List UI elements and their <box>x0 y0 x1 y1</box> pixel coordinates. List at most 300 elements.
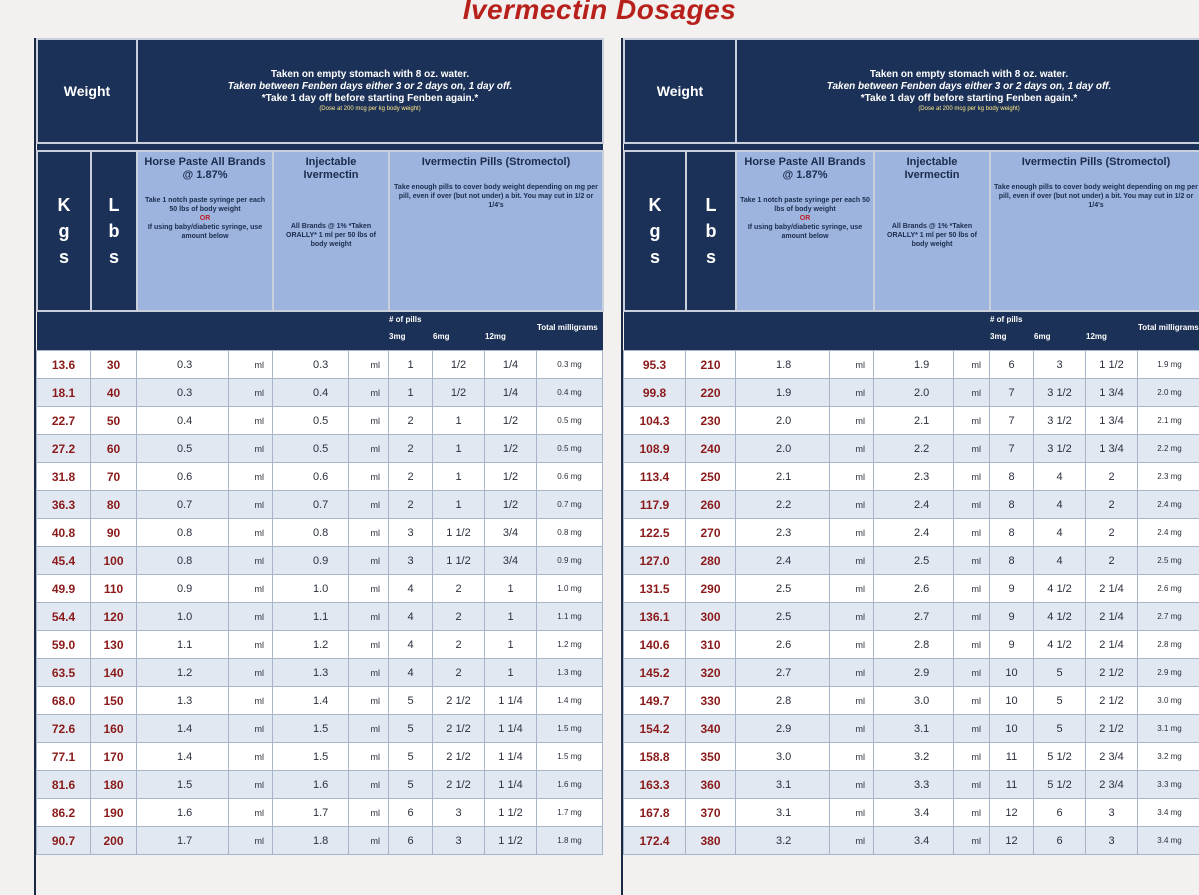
lb-cell: 170 <box>91 743 137 771</box>
pills-3mg-cell: 11 <box>990 743 1034 771</box>
pills-12mg-cell: 1 1/4 <box>485 715 537 743</box>
injectable-unit-cell: ml <box>349 519 389 547</box>
pills-6mg-cell: 5 <box>1034 659 1086 687</box>
lb-cell: 370 <box>686 799 736 827</box>
horse-paste-cell: 0.8 <box>137 519 229 547</box>
horse-paste-cell: 0.3 <box>137 351 229 379</box>
total-mg-cell: 2.6 mg <box>1138 575 1199 603</box>
pills-6mg-cell: 2 1/2 <box>433 743 485 771</box>
pills-3mg-cell: 12 <box>990 799 1034 827</box>
weight-header: Weight <box>37 39 137 143</box>
total-mg-cell: 0.6 mg <box>537 463 603 491</box>
table-row <box>624 715 1199 743</box>
injectable-unit-cell: ml <box>954 687 990 715</box>
pills-6mg-cell: 3 <box>433 799 485 827</box>
table-row <box>624 603 1199 631</box>
table-row <box>37 407 603 435</box>
pills-6mg-cell: 6 <box>1034 827 1086 855</box>
lb-cell: 350 <box>686 743 736 771</box>
total-mg-cell: 3.1 mg <box>1138 715 1199 743</box>
horse-paste-cell: 0.4 <box>137 407 229 435</box>
injectable-unit-cell: ml <box>954 799 990 827</box>
lb-cell: 280 <box>686 547 736 575</box>
pills-12mg-cell: 2 3/4 <box>1086 743 1138 771</box>
injectable-unit-cell: ml <box>954 743 990 771</box>
kg-cell: 63.5 <box>37 659 91 687</box>
lb-cell: 260 <box>686 491 736 519</box>
total-mg-cell: 2.1 mg <box>1138 407 1199 435</box>
horse-paste-cell: 3.0 <box>736 743 830 771</box>
total-mg-cell: 3.4 mg <box>1138 799 1199 827</box>
total-header: Total milligrams <box>537 311 603 344</box>
table-row <box>624 687 1199 715</box>
table-row <box>37 575 603 603</box>
pills-12mg-cell: 3 <box>1086 827 1138 855</box>
table-row <box>624 519 1199 547</box>
horse-unit-cell: ml <box>229 827 273 855</box>
horse-paste-header: Horse Paste All Brands @ 1.87% Take 1 notch paste syringe per each 50 lbs of body weight OR If using baby/diabetic syringe, use amount below <box>736 151 874 311</box>
table-row <box>37 519 603 547</box>
page-title: Ivermectin Dosages <box>462 0 737 25</box>
injectable-cell: 0.7 <box>273 491 349 519</box>
pills-header: Ivermectin Pills (Stromectol) Take enough pills to cover body weight depending on mg per pill, even if over (but not under) a bit. You may cut in 1/2 or 1/4's <box>389 151 603 311</box>
injectable-unit-cell: ml <box>954 771 990 799</box>
horse-paste-cell: 2.0 <box>736 407 830 435</box>
injectable-unit-cell: ml <box>954 463 990 491</box>
horse-paste-cell: 2.8 <box>736 687 830 715</box>
pills-6mg-cell: 2 1/2 <box>433 687 485 715</box>
pills-6mg-cell: 5 1/2 <box>1034 743 1086 771</box>
note-small: (Dose at 200 mcg per kg body weight) <box>319 105 421 112</box>
injectable-unit-cell: ml <box>349 547 389 575</box>
horse-unit-cell: ml <box>830 435 874 463</box>
kg-cell: 72.6 <box>37 715 91 743</box>
pills-12mg-cell: 2 1/4 <box>1086 575 1138 603</box>
injectable-unit-cell: ml <box>954 491 990 519</box>
horse-unit-cell: ml <box>830 379 874 407</box>
pills-3mg-cell: 5 <box>389 743 433 771</box>
total-mg-cell: 3.2 mg <box>1138 743 1199 771</box>
total-mg-cell: 1.8 mg <box>537 827 603 855</box>
lb-cell: 70 <box>91 463 137 491</box>
kg-cell: 18.1 <box>37 379 91 407</box>
kg-cell: 158.8 <box>624 743 686 771</box>
pills-6mg-cell: 4 1/2 <box>1034 603 1086 631</box>
total-mg-cell: 0.8 mg <box>537 519 603 547</box>
horse-paste-cell: 2.7 <box>736 659 830 687</box>
injectable-cell: 2.2 <box>874 435 954 463</box>
table-row <box>624 631 1199 659</box>
horse-paste-cell: 3.2 <box>736 827 830 855</box>
kg-cell: 90.7 <box>37 827 91 855</box>
injectable-unit-cell: ml <box>349 631 389 659</box>
pills-12mg-cell: 2 1/4 <box>1086 603 1138 631</box>
pills-12mg-cell: 1/2 <box>485 491 537 519</box>
pills-6mg-cell: 3 <box>433 827 485 855</box>
table-row <box>624 407 1199 435</box>
horse-unit-cell: ml <box>229 575 273 603</box>
pills-6mg-cell: 1 1/2 <box>433 519 485 547</box>
pills-3mg-cell: 10 <box>990 715 1034 743</box>
horse-paste-cell: 0.7 <box>137 491 229 519</box>
lb-cell: 360 <box>686 771 736 799</box>
lb-cell: 190 <box>91 799 137 827</box>
lb-cell: 160 <box>91 715 137 743</box>
kg-cell: 95.3 <box>624 351 686 379</box>
pills-12mg-cell: 1 1/2 <box>1086 351 1138 379</box>
table-row <box>37 771 603 799</box>
pills-3mg-cell: 4 <box>389 659 433 687</box>
mg3-header: 3mg <box>389 328 433 344</box>
pills-12mg-cell: 2 <box>1086 491 1138 519</box>
kg-cell: 22.7 <box>37 407 91 435</box>
pills-3mg-cell: 7 <box>990 379 1034 407</box>
pills-12mg-cell: 1 <box>485 659 537 687</box>
injectable-unit-cell: ml <box>349 659 389 687</box>
injectable-unit-cell: ml <box>349 827 389 855</box>
horse-unit-cell: ml <box>229 743 273 771</box>
injectable-header: Injectable Ivermectin All Brands @ 1% *Taken ORALLY* 1 ml per 50 lbs of body weight <box>874 151 990 311</box>
total-mg-cell: 1.2 mg <box>537 631 603 659</box>
injectable-unit-cell: ml <box>954 435 990 463</box>
kg-cell: 154.2 <box>624 715 686 743</box>
total-mg-cell: 3.4 mg <box>1138 827 1199 855</box>
pills-3mg-cell: 3 <box>389 547 433 575</box>
injectable-cell: 2.3 <box>874 463 954 491</box>
kg-cell: 54.4 <box>37 603 91 631</box>
horse-unit-cell: ml <box>830 547 874 575</box>
horse-paste-cell: 3.1 <box>736 799 830 827</box>
horse-paste-cell: 1.7 <box>137 827 229 855</box>
pills-3mg-cell: 9 <box>990 575 1034 603</box>
horse-unit-cell: ml <box>229 491 273 519</box>
injectable-unit-cell: ml <box>954 407 990 435</box>
table-row <box>37 351 603 379</box>
pills-12mg-cell: 1/2 <box>485 407 537 435</box>
left-dosage-table <box>34 38 602 895</box>
lb-cell: 80 <box>91 491 137 519</box>
pills-3mg-cell: 2 <box>389 463 433 491</box>
pills-12mg-cell: 1 <box>485 631 537 659</box>
injectable-cell: 1.9 <box>874 351 954 379</box>
table-row <box>37 547 603 575</box>
pills-12mg-cell: 1 3/4 <box>1086 407 1138 435</box>
horse-unit-cell: ml <box>830 715 874 743</box>
total-mg-cell: 1.6 mg <box>537 771 603 799</box>
total-mg-cell: 1.9 mg <box>1138 351 1199 379</box>
pills-6mg-cell: 1/2 <box>433 351 485 379</box>
horse-paste-cell: 2.1 <box>736 463 830 491</box>
total-mg-cell: 1.7 mg <box>537 799 603 827</box>
injectable-unit-cell: ml <box>349 687 389 715</box>
pills-3mg-cell: 2 <box>389 491 433 519</box>
total-mg-cell: 2.5 mg <box>1138 547 1199 575</box>
lb-cell: 340 <box>686 715 736 743</box>
pills-3mg-cell: 2 <box>389 435 433 463</box>
kg-cell: 167.8 <box>624 799 686 827</box>
table-row <box>37 687 603 715</box>
injectable-cell: 1.7 <box>273 799 349 827</box>
injectable-cell: 3.2 <box>874 743 954 771</box>
horse-unit-cell: ml <box>229 631 273 659</box>
total-mg-cell: 2.7 mg <box>1138 603 1199 631</box>
injectable-unit-cell: ml <box>954 603 990 631</box>
pills-6mg-cell: 4 <box>1034 491 1086 519</box>
injectable-cell: 0.6 <box>273 463 349 491</box>
table-row <box>624 547 1199 575</box>
table-row <box>624 743 1199 771</box>
note-line-1: Taken on empty stomach with 8 oz. water. <box>270 68 470 80</box>
lb-cell: 130 <box>91 631 137 659</box>
table-row <box>624 799 1199 827</box>
total-mg-cell: 0.5 mg <box>537 407 603 435</box>
injectable-cell: 1.0 <box>273 575 349 603</box>
pills-6mg-cell: 2 <box>433 603 485 631</box>
kg-cell: 136.1 <box>624 603 686 631</box>
injectable-cell: 0.9 <box>273 547 349 575</box>
injectable-unit-cell: ml <box>954 379 990 407</box>
horse-paste-cell: 1.5 <box>137 771 229 799</box>
horse-unit-cell: ml <box>830 631 874 659</box>
kg-cell: 104.3 <box>624 407 686 435</box>
pills-6mg-cell: 1 <box>433 463 485 491</box>
kg-cell: 99.8 <box>624 379 686 407</box>
total-mg-cell: 1.4 mg <box>537 687 603 715</box>
horse-unit-cell: ml <box>229 435 273 463</box>
lb-cell: 290 <box>686 575 736 603</box>
lb-cell: 150 <box>91 687 137 715</box>
injectable-unit-cell: ml <box>349 715 389 743</box>
pills-6mg-cell: 1 1/2 <box>433 547 485 575</box>
injectable-cell: 0.5 <box>273 435 349 463</box>
horse-paste-cell: 0.5 <box>137 435 229 463</box>
pills-6mg-cell: 3 <box>1034 351 1086 379</box>
horse-paste-cell: 2.2 <box>736 491 830 519</box>
pills-6mg-cell: 2 <box>433 631 485 659</box>
total-mg-cell: 3.0 mg <box>1138 687 1199 715</box>
injectable-unit-cell: ml <box>349 491 389 519</box>
horse-unit-cell: ml <box>830 491 874 519</box>
injectable-unit-cell: ml <box>954 715 990 743</box>
lb-cell: 240 <box>686 435 736 463</box>
pills-3mg-cell: 7 <box>990 407 1034 435</box>
horse-unit-cell: ml <box>229 379 273 407</box>
horse-paste-cell: 0.3 <box>137 379 229 407</box>
horse-unit-cell: ml <box>830 575 874 603</box>
horse-unit-cell: ml <box>830 407 874 435</box>
pills-3mg-cell: 9 <box>990 631 1034 659</box>
kg-cell: 27.2 <box>37 435 91 463</box>
injectable-unit-cell: ml <box>349 379 389 407</box>
pills-6mg-cell: 2 <box>433 575 485 603</box>
pills-6mg-cell: 1 <box>433 407 485 435</box>
pills-3mg-cell: 5 <box>389 715 433 743</box>
injectable-cell: 1.6 <box>273 771 349 799</box>
num-pills-header: # of pills <box>990 311 1138 328</box>
lb-cell: 230 <box>686 407 736 435</box>
horse-paste-header: Horse Paste All Brands @ 1.87% Take 1 notch paste syringe per each 50 lbs of body weight OR If using baby/diabetic syringe, use amount below <box>137 151 273 311</box>
horse-paste-cell: 1.3 <box>137 687 229 715</box>
pills-3mg-cell: 1 <box>389 379 433 407</box>
horse-paste-cell: 1.1 <box>137 631 229 659</box>
pills-12mg-cell: 2 3/4 <box>1086 771 1138 799</box>
pills-6mg-cell: 3 1/2 <box>1034 379 1086 407</box>
right-header-table <box>623 38 1199 350</box>
total-mg-cell: 0.4 mg <box>537 379 603 407</box>
kg-cell: 77.1 <box>37 743 91 771</box>
total-mg-cell: 0.3 mg <box>537 351 603 379</box>
pills-6mg-cell: 5 1/2 <box>1034 771 1086 799</box>
injectable-unit-cell: ml <box>954 631 990 659</box>
kg-cell: 86.2 <box>37 799 91 827</box>
kg-cell: 163.3 <box>624 771 686 799</box>
injectable-cell: 0.5 <box>273 407 349 435</box>
pills-3mg-cell: 4 <box>389 575 433 603</box>
injectable-unit-cell: ml <box>349 407 389 435</box>
kg-cell: 127.0 <box>624 547 686 575</box>
horse-unit-cell: ml <box>830 463 874 491</box>
lb-cell: 330 <box>686 687 736 715</box>
total-mg-cell: 0.5 mg <box>537 435 603 463</box>
injectable-unit-cell: ml <box>954 519 990 547</box>
kg-cell: 113.4 <box>624 463 686 491</box>
pills-3mg-cell: 11 <box>990 771 1034 799</box>
horse-paste-cell: 1.9 <box>736 379 830 407</box>
lb-cell: 300 <box>686 603 736 631</box>
pills-3mg-cell: 9 <box>990 603 1034 631</box>
pills-3mg-cell: 4 <box>389 603 433 631</box>
injectable-cell: 2.7 <box>874 603 954 631</box>
lb-cell: 40 <box>91 379 137 407</box>
lb-cell: 200 <box>91 827 137 855</box>
table-row <box>624 491 1199 519</box>
horse-unit-cell: ml <box>229 603 273 631</box>
kg-cell: 13.6 <box>37 351 91 379</box>
injectable-cell: 2.1 <box>874 407 954 435</box>
lb-cell: 110 <box>91 575 137 603</box>
kg-cell: 68.0 <box>37 687 91 715</box>
horse-paste-cell: 1.4 <box>137 743 229 771</box>
pills-3mg-cell: 8 <box>990 519 1034 547</box>
injectable-cell: 1.2 <box>273 631 349 659</box>
table-row <box>624 827 1199 855</box>
pills-3mg-cell: 1 <box>389 351 433 379</box>
injectable-unit-cell: ml <box>349 603 389 631</box>
table-row <box>624 575 1199 603</box>
kg-cell: 108.9 <box>624 435 686 463</box>
horse-unit-cell: ml <box>830 351 874 379</box>
lb-cell: 320 <box>686 659 736 687</box>
lbs-header: L b s <box>91 151 137 311</box>
pills-12mg-cell: 3/4 <box>485 519 537 547</box>
weight-header: Weight <box>624 39 736 143</box>
total-mg-cell: 1.0 mg <box>537 575 603 603</box>
horse-paste-cell: 1.8 <box>736 351 830 379</box>
horse-paste-cell: 1.4 <box>137 715 229 743</box>
injectable-unit-cell: ml <box>954 351 990 379</box>
horse-unit-cell: ml <box>229 715 273 743</box>
kg-cell: 172.4 <box>624 827 686 855</box>
total-mg-cell: 3.3 mg <box>1138 771 1199 799</box>
pills-3mg-cell: 8 <box>990 463 1034 491</box>
horse-paste-cell: 2.0 <box>736 435 830 463</box>
total-mg-cell: 2.3 mg <box>1138 463 1199 491</box>
horse-unit-cell: ml <box>830 743 874 771</box>
pills-3mg-cell: 12 <box>990 827 1034 855</box>
kg-cell: 131.5 <box>624 575 686 603</box>
pills-12mg-cell: 2 <box>1086 547 1138 575</box>
table-row <box>624 771 1199 799</box>
table-row <box>37 827 603 855</box>
injectable-cell: 2.4 <box>874 491 954 519</box>
instructions-note: Taken on empty stomach with 8 oz. water. Taken between Fenben days either 3 or 2 days on, 1 day off. *Take 1 day off before starting Fenben again.* (Dose at 200 mcg per kg body weight) <box>736 39 1199 143</box>
kg-cell: 45.4 <box>37 547 91 575</box>
horse-unit-cell: ml <box>229 771 273 799</box>
pills-12mg-cell: 3 <box>1086 799 1138 827</box>
horse-paste-cell: 2.3 <box>736 519 830 547</box>
horse-unit-cell: ml <box>229 351 273 379</box>
total-mg-cell: 0.9 mg <box>537 547 603 575</box>
horse-paste-cell: 0.9 <box>137 575 229 603</box>
kg-cell: 117.9 <box>624 491 686 519</box>
horse-unit-cell: ml <box>830 827 874 855</box>
injectable-cell: 3.4 <box>874 827 954 855</box>
pills-12mg-cell: 1 1/2 <box>485 827 537 855</box>
total-mg-cell: 1.5 mg <box>537 743 603 771</box>
pills-12mg-cell: 1 1/4 <box>485 687 537 715</box>
pills-6mg-cell: 1 <box>433 435 485 463</box>
mg3-header: 3mg <box>990 328 1034 344</box>
pills-12mg-cell: 2 <box>1086 463 1138 491</box>
horse-paste-cell: 2.5 <box>736 603 830 631</box>
pills-3mg-cell: 7 <box>990 435 1034 463</box>
injectable-cell: 0.4 <box>273 379 349 407</box>
pills-6mg-cell: 2 1/2 <box>433 715 485 743</box>
kg-cell: 122.5 <box>624 519 686 547</box>
kg-cell: 40.8 <box>37 519 91 547</box>
lb-cell: 270 <box>686 519 736 547</box>
injectable-cell: 2.5 <box>874 547 954 575</box>
horse-paste-cell: 2.6 <box>736 631 830 659</box>
injectable-cell: 1.5 <box>273 743 349 771</box>
injectable-unit-cell: ml <box>349 463 389 491</box>
table-row <box>624 435 1199 463</box>
instructions-note <box>137 39 603 143</box>
horse-paste-cell: 1.0 <box>137 603 229 631</box>
horse-paste-cell: 0.8 <box>137 547 229 575</box>
kgs-header: K g s <box>624 151 686 311</box>
note-line-2: Taken between Fenben days either 3 or 2 days on, 1 day off. <box>227 80 513 92</box>
injectable-cell: 1.4 <box>273 687 349 715</box>
pills-6mg-cell: 3 1/2 <box>1034 435 1086 463</box>
injectable-cell: 0.8 <box>273 519 349 547</box>
injectable-unit-cell: ml <box>349 435 389 463</box>
lbs-header: L b s <box>686 151 736 311</box>
pills-3mg-cell: 10 <box>990 687 1034 715</box>
lb-cell: 380 <box>686 827 736 855</box>
table-row <box>37 435 603 463</box>
injectable-cell: 3.3 <box>874 771 954 799</box>
total-mg-cell: 2.4 mg <box>1138 491 1199 519</box>
injectable-unit-cell: ml <box>349 743 389 771</box>
kg-cell: 140.6 <box>624 631 686 659</box>
kg-cell: 36.3 <box>37 491 91 519</box>
pills-12mg-cell: 1 1/4 <box>485 743 537 771</box>
kg-cell: 149.7 <box>624 687 686 715</box>
injectable-cell: 2.8 <box>874 631 954 659</box>
pills-12mg-cell: 1 1/2 <box>485 799 537 827</box>
pills-6mg-cell: 5 <box>1034 715 1086 743</box>
